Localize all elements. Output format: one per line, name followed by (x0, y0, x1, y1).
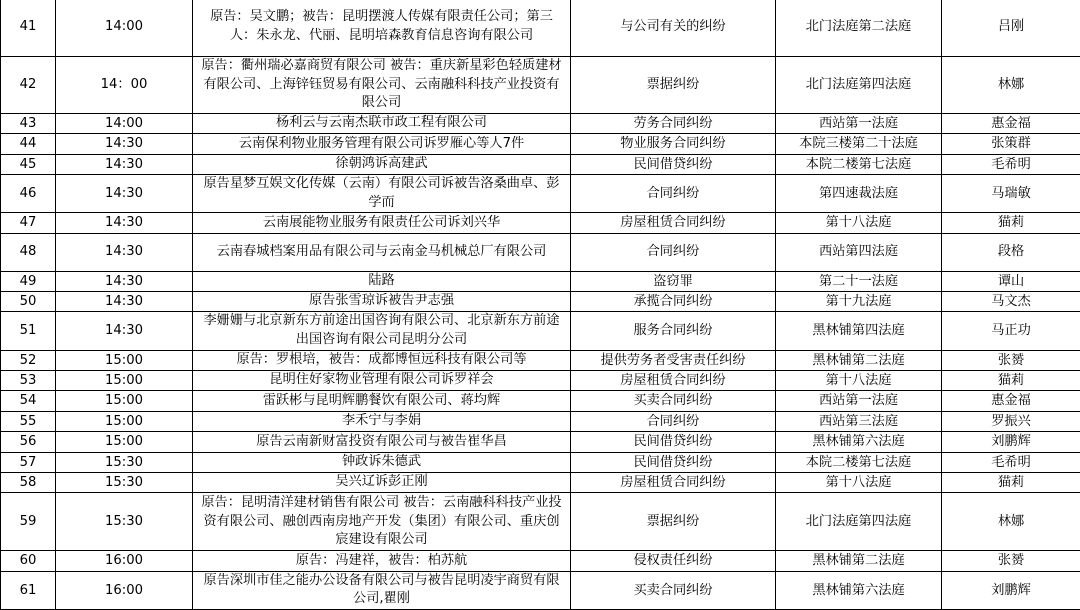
hearing-time: 14:30 (56, 271, 193, 291)
hearing-time: 14：00 (56, 57, 193, 114)
table-row (1, 312, 1080, 350)
table-row (1, 391, 1080, 411)
judge: 猫莉 (942, 473, 1080, 493)
parties: 徐朝鸿诉高建武 (193, 154, 571, 174)
hearing-time: 15:30 (56, 473, 193, 493)
row-number: 57 (1, 452, 56, 472)
case-type: 买卖合同纠纷 (571, 391, 776, 411)
row-number: 58 (1, 473, 56, 493)
hearing-time: 15:00 (56, 391, 193, 411)
courtroom: 黑林铺第二法庭 (776, 350, 942, 370)
row-number: 45 (1, 154, 56, 174)
hearing-time: 14:30 (56, 213, 193, 233)
courtroom: 西站第一法庭 (776, 391, 942, 411)
judge: 张赟 (942, 350, 1080, 370)
parties: 雷跃彬与昆明辉鹏餐饮有限公司、蒋均辉 (193, 391, 571, 411)
parties: 钟政诉朱德武 (193, 452, 571, 472)
courtroom: 黑林铺第六法庭 (776, 432, 942, 452)
table-row (1, 371, 1080, 391)
parties: 原告：吴文鹏；被告：昆明摆渡人传媒有限责任公司；第三人：朱永龙、代丽、昆明培森教育信息咨询有限公司 (193, 0, 571, 57)
row-number: 53 (1, 371, 56, 391)
parties: 云南春城档案用品有限公司与云南金马机械总厂有限公司 (193, 233, 571, 271)
table-row (1, 350, 1080, 370)
judge: 毛希明 (942, 452, 1080, 472)
courtroom: 第二十一法庭 (776, 271, 942, 291)
parties: 原告：冯建祥，被告：柏苏航 (193, 551, 571, 571)
judge: 谭山 (942, 271, 1080, 291)
courtroom: 北门法庭第四法庭 (776, 57, 942, 114)
judge: 刘鹏辉 (942, 432, 1080, 452)
parties: 原告：罗根培，被告：成都博恒远科技有限公司等 (193, 350, 571, 370)
parties: 陆路 (193, 271, 571, 291)
judge: 惠金福 (942, 391, 1080, 411)
courtroom: 西站第一法庭 (776, 113, 942, 133)
table-row (1, 134, 1080, 154)
hearing-time: 14:30 (56, 233, 193, 271)
parties: 原告深圳市佳之能办公设备有限公司与被告昆明凌宇商贸有限公司,瞿刚 (193, 571, 571, 609)
row-number: 60 (1, 551, 56, 571)
table-row (1, 493, 1080, 551)
parties: 原告星梦互娱文化传媒（云南）有限公司诉被告洛桑曲卓、彭学而 (193, 175, 571, 213)
case-type: 侵权责任纠纷 (571, 551, 776, 571)
case-type: 盗窃罪 (571, 271, 776, 291)
table-row (1, 292, 1080, 312)
table-row (1, 551, 1080, 571)
row-number: 50 (1, 292, 56, 312)
hearing-time: 15:00 (56, 411, 193, 431)
row-number: 47 (1, 213, 56, 233)
courtroom: 第十八法庭 (776, 473, 942, 493)
case-type: 民间借贷纠纷 (571, 432, 776, 452)
row-number: 52 (1, 350, 56, 370)
judge: 毛希明 (942, 154, 1080, 174)
row-number: 48 (1, 233, 56, 271)
parties: 昆明住好家物业管理有限公司诉罗祥会 (193, 371, 571, 391)
case-type: 合同纠纷 (571, 411, 776, 431)
judge: 刘鹏辉 (942, 571, 1080, 609)
hearing-time: 14:30 (56, 134, 193, 154)
row-number: 54 (1, 391, 56, 411)
judge: 猫莉 (942, 213, 1080, 233)
case-type: 合同纠纷 (571, 175, 776, 213)
table-row (1, 57, 1080, 114)
case-type: 房屋租赁合同纠纷 (571, 473, 776, 493)
judge: 林娜 (942, 493, 1080, 551)
case-type: 承揽合同纠纷 (571, 292, 776, 312)
hearing-time: 14:00 (56, 113, 193, 133)
row-number: 51 (1, 312, 56, 350)
case-type: 劳务合同纠纷 (571, 113, 776, 133)
judge: 段格 (942, 233, 1080, 271)
parties: 李姗姗与北京新东方前途出国咨询有限公司、北京新东方前途出国咨询有限公司昆明分公司 (193, 312, 571, 350)
row-number: 49 (1, 271, 56, 291)
row-number: 41 (1, 0, 56, 57)
courtroom: 北门法庭第四法庭 (776, 493, 942, 551)
parties: 云南保利物业服务管理有限公司诉罗雁心等人7件 (193, 134, 571, 154)
table-row (1, 411, 1080, 431)
courtroom: 本院二楼第七法庭 (776, 154, 942, 174)
case-type: 买卖合同纠纷 (571, 571, 776, 609)
case-type: 服务合同纠纷 (571, 312, 776, 350)
courtroom: 第十九法庭 (776, 292, 942, 312)
table-row (1, 0, 1080, 57)
table-row (1, 432, 1080, 452)
case-type: 提供劳务者受害责任纠纷 (571, 350, 776, 370)
table-row (1, 213, 1080, 233)
case-type: 民间借贷纠纷 (571, 154, 776, 174)
row-number: 61 (1, 571, 56, 609)
table-row (1, 154, 1080, 174)
row-number: 43 (1, 113, 56, 133)
case-type: 与公司有关的纠纷 (571, 0, 776, 57)
case-type: 票据纠纷 (571, 57, 776, 114)
case-type: 合同纠纷 (571, 233, 776, 271)
table-row (1, 175, 1080, 213)
parties: 原告：昆明清洋建材销售有限公司 被告：云南融科科技产业投资有限公司、融创西南房地产开发（集团）有限公司、重庆创宸建设有限公司 (193, 493, 571, 551)
judge: 吕刚 (942, 0, 1080, 57)
courtroom: 本院二楼第七法庭 (776, 452, 942, 472)
judge: 马文杰 (942, 292, 1080, 312)
parties: 原告张雪琼诉被告尹志强 (193, 292, 571, 312)
table-row (1, 571, 1080, 609)
parties: 云南展能物业服务有限责任公司诉刘兴华 (193, 213, 571, 233)
table-row (1, 452, 1080, 472)
row-number: 44 (1, 134, 56, 154)
judge: 马正功 (942, 312, 1080, 350)
judge: 林娜 (942, 57, 1080, 114)
courtroom: 西站第三法庭 (776, 411, 942, 431)
hearing-time: 16:00 (56, 571, 193, 609)
courtroom: 第十八法庭 (776, 213, 942, 233)
hearing-time: 15:30 (56, 452, 193, 472)
case-type: 票据纠纷 (571, 493, 776, 551)
courtroom: 黑林铺第六法庭 (776, 571, 942, 609)
hearing-time: 14:30 (56, 175, 193, 213)
row-number: 59 (1, 493, 56, 551)
row-number: 42 (1, 57, 56, 114)
judge: 惠金福 (942, 113, 1080, 133)
hearing-time: 15:00 (56, 371, 193, 391)
row-number: 46 (1, 175, 56, 213)
parties: 李禾宁与李娟 (193, 411, 571, 431)
judge: 张策群 (942, 134, 1080, 154)
table-row (1, 271, 1080, 291)
courtroom: 第十八法庭 (776, 371, 942, 391)
courtroom: 黑林铺第四法庭 (776, 312, 942, 350)
hearing-time: 15:00 (56, 432, 193, 452)
hearing-time: 15:00 (56, 350, 193, 370)
courtroom: 第四速裁法庭 (776, 175, 942, 213)
case-type: 物业服务合同纠纷 (571, 134, 776, 154)
hearing-time: 14:30 (56, 292, 193, 312)
table-row (1, 113, 1080, 133)
courtroom: 西站第四法庭 (776, 233, 942, 271)
parties: 吴兴辽诉彭正刚 (193, 473, 571, 493)
courtroom: 北门法庭第二法庭 (776, 0, 942, 57)
judge: 马瑞敏 (942, 175, 1080, 213)
row-number: 56 (1, 432, 56, 452)
case-type: 房屋租赁合同纠纷 (571, 213, 776, 233)
judge: 罗振兴 (942, 411, 1080, 431)
case-type: 民间借贷纠纷 (571, 452, 776, 472)
hearing-time: 15:30 (56, 493, 193, 551)
hearing-time: 16:00 (56, 551, 193, 571)
table-row (1, 233, 1080, 271)
parties: 原告云南新财富投资有限公司与被告崔华昌 (193, 432, 571, 452)
schedule-body (1, 0, 1080, 610)
parties: 杨利云与云南杰联市政工程有限公司 (193, 113, 571, 133)
judge: 猫莉 (942, 371, 1080, 391)
table-row (1, 473, 1080, 493)
hearing-time: 14:30 (56, 312, 193, 350)
row-number: 55 (1, 411, 56, 431)
courtroom: 黑林铺第二法庭 (776, 551, 942, 571)
case-type: 房屋租赁合同纠纷 (571, 371, 776, 391)
judge: 张赟 (942, 551, 1080, 571)
hearing-time: 14:00 (56, 0, 193, 57)
hearing-time: 14:30 (56, 154, 193, 174)
courtroom: 本院三楼第二十法庭 (776, 134, 942, 154)
parties: 原告：衢州瑞必嘉商贸有限公司 被告：重庆新星彩色轻质建材有限公司、上海锌钰贸易有限公司、云南融科科技产业投资有限公司 (193, 57, 571, 114)
